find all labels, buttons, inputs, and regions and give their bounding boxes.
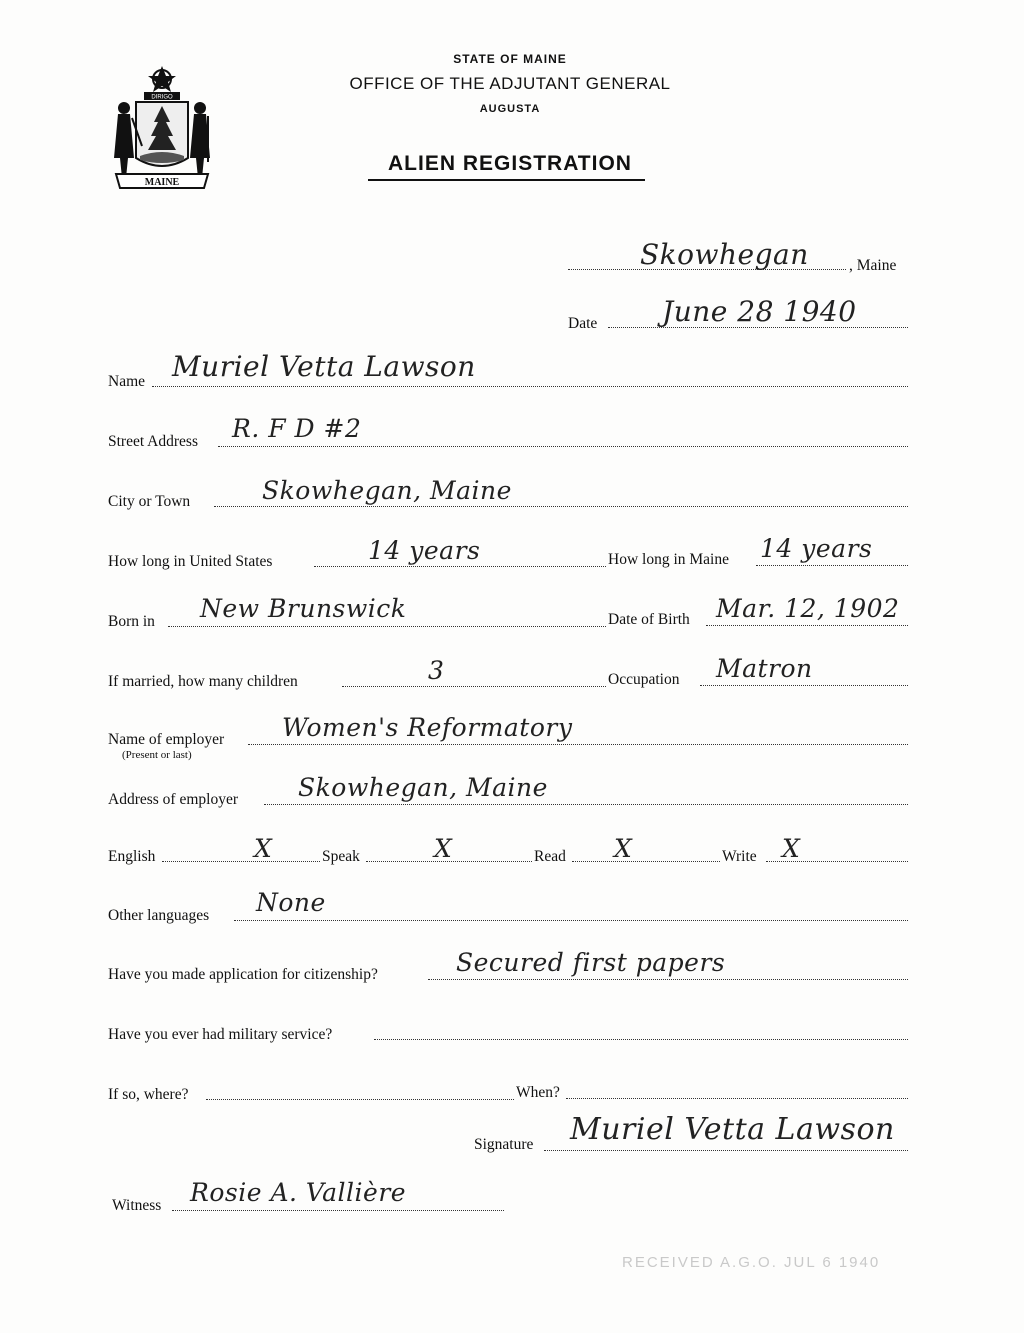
other-languages-value: None [256, 888, 326, 917]
other-languages-line [234, 920, 908, 921]
maine-line [756, 565, 908, 566]
employer-label: Name of employer [108, 731, 225, 748]
header-city: AUGUSTA [479, 103, 541, 115]
write-value: X [782, 834, 801, 863]
military-line [374, 1039, 908, 1040]
city-label: City or Town [108, 493, 191, 510]
header-office: OFFICE OF THE ADJUTANT GENERAL [349, 74, 671, 93]
signature-label: Signature [474, 1136, 534, 1153]
occupation-value: Matron [716, 654, 813, 683]
other-languages-label: Other languages [108, 907, 210, 924]
english-label: English [108, 848, 156, 865]
citizenship-label: Have you made application for citizenship? [108, 966, 378, 983]
name-value: Muriel Vetta Lawson [172, 350, 476, 383]
city-line [214, 506, 908, 507]
signature-line [544, 1150, 908, 1151]
read-value: X [614, 834, 633, 863]
born-line [168, 626, 606, 627]
title-underline [368, 179, 645, 181]
street-value: R. F D #2 [232, 414, 362, 443]
dob-value: Mar. 12, 1902 [716, 594, 900, 623]
date-value: June 28 1940 [662, 295, 857, 328]
seal-motto: DIRIGO [151, 94, 173, 101]
city-value: Skowhegan, Maine [262, 476, 512, 505]
employer-address-line [264, 804, 908, 805]
name-label: Name [108, 373, 146, 390]
read-line [572, 861, 720, 862]
street-label: Street Address [108, 433, 198, 450]
name-line [152, 386, 908, 387]
signature-value: Muriel Vetta Lawson [570, 1112, 895, 1147]
when-label: When? [516, 1084, 560, 1101]
english-value: X [254, 834, 273, 863]
employer-value: Women's Reformatory [282, 713, 573, 742]
employer-sublabel: (Present or last) [122, 749, 192, 761]
speak-value: X [434, 834, 453, 863]
children-line [342, 686, 606, 687]
employer-line [248, 744, 908, 745]
employer-address-label: Address of employer [108, 791, 238, 808]
born-value: New Brunswick [200, 594, 407, 623]
place-value: Skowhegan [640, 238, 809, 271]
date-label: Date [568, 315, 598, 332]
form-title: ALIEN REGISTRATION [388, 152, 632, 175]
children-label: If married, how many children [108, 673, 298, 690]
dob-label: Date of Birth [608, 611, 690, 628]
street-line [218, 446, 908, 447]
occupation-line [700, 685, 908, 686]
born-label: Born in [108, 613, 155, 630]
header-state: STATE OF MAINE [453, 52, 567, 66]
us-value: 14 years [368, 536, 481, 565]
maine-value: 14 years [760, 534, 873, 563]
place-suffix: , Maine [849, 257, 897, 274]
write-label: Write [722, 848, 757, 865]
where-line [206, 1099, 514, 1100]
where-label: If so, where? [108, 1086, 189, 1103]
military-label: Have you ever had military service? [108, 1026, 333, 1043]
witness-value: Rosie A. Vallière [190, 1178, 407, 1207]
seal-banner: MAINE [144, 177, 180, 188]
maine-label: How long in Maine [608, 551, 729, 568]
occupation-label: Occupation [608, 671, 680, 688]
citizenship-line [428, 979, 908, 980]
maine-state-seal-icon [110, 62, 214, 192]
employer-address-value: Skowhegan, Maine [298, 773, 548, 802]
when-line [566, 1098, 908, 1099]
dob-line [706, 625, 908, 626]
children-value: 3 [428, 656, 445, 685]
us-line [314, 566, 606, 567]
witness-line [172, 1210, 504, 1211]
us-label: How long in United States [108, 553, 273, 570]
citizenship-value: Secured first papers [456, 948, 726, 977]
speak-label: Speak [322, 848, 360, 865]
read-label: Read [534, 848, 566, 865]
english-line [162, 861, 320, 862]
witness-label: Witness [112, 1197, 162, 1214]
received-stamp: RECEIVED A.G.O. JUL 6 1940 [622, 1254, 881, 1271]
